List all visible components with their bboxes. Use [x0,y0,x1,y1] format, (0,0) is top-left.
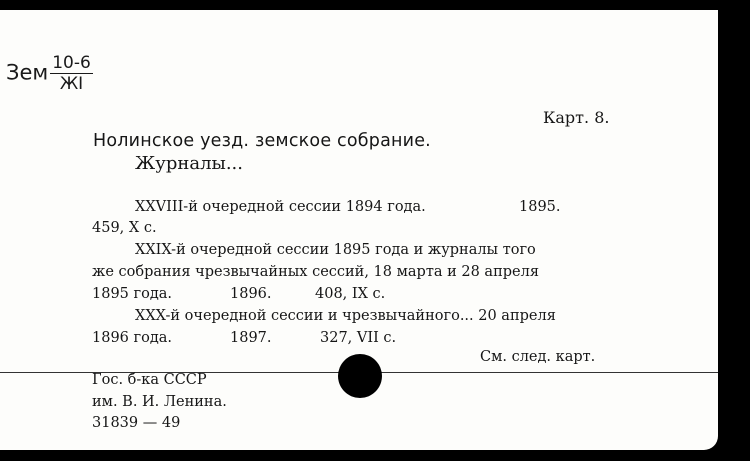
shelfmark-numerator: 10-6 [52,53,91,73]
heading-subtitle: Журналы... [135,153,243,174]
entry-2-line-2: же собрания чрезвычайных сессий, 18 марта и 28 апреля [92,264,539,280]
shelfmark-prefix: Зем [6,60,49,85]
card-number: Карт. 8. [543,108,610,127]
entry-2-date: 1895 года. [92,286,173,302]
card-punch-hole [338,354,382,398]
catalog-number: 31839 — 49 [92,415,181,431]
entry-3-date: 1896 года. [92,330,173,346]
shelfmark-fraction [50,54,93,93]
library-line-1: Гос. б-ка СССР [92,372,207,388]
entry-3-year: 1897. [230,330,272,346]
shelfmark-denominator: ЖІ [59,74,84,94]
entry-1-line-1: XXVIII-й очередной сессии 1894 года. [135,199,426,215]
see-next-card: См. след. карт. [480,349,596,365]
entry-1-pages: 459, X с. [92,220,157,236]
entry-2-line-1: XXIX-й очередной сессии 1895 года и журналы того [135,242,536,258]
entry-1-year: 1895. [519,199,561,215]
catalog-card [0,10,718,450]
entry-3-line-1: XXX-й очередной сессии и чрезвычайного... 20 апреля [135,308,556,324]
library-line-2: им. В. И. Ленина. [92,394,227,410]
shelfmark [6,54,93,93]
heading-title: Нолинское уезд. земское собрание. [93,131,431,151]
entry-3-pages: 327, VII с. [320,330,397,346]
entry-2-year: 1896. [230,286,272,302]
entry-2-pages: 408, IX с. [315,286,386,302]
